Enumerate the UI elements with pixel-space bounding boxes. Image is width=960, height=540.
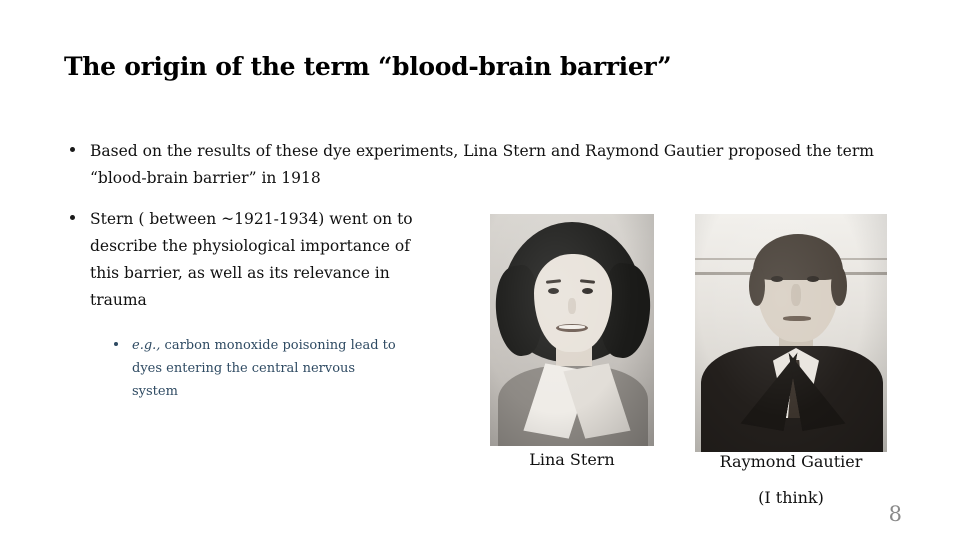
sub-bullet-dot-icon [114, 342, 118, 346]
bullet-item-1 [64, 138, 874, 192]
photo-vignette [490, 214, 654, 446]
lina-stern-caption: Lina Stern [529, 450, 615, 469]
raymond-gautier-caption-note: (I think) [758, 488, 824, 507]
raymond-gautier-caption: Raymond Gautier [719, 452, 863, 471]
bullet-item-2-text: Stern ( between ~1921-1934) went on to describe the physiological importance of this barrier, as well as its relevance in trauma [90, 210, 413, 309]
bullet-item-1-text: Based on the results of these dye experiments, Lina Stern and Raymond Gautier proposed the term “blood-brain barrier” in 1918 [90, 142, 874, 187]
sub-bullet-emphasis: e.g., [132, 338, 161, 353]
sub-bullet-text: carbon monoxide poisoning lead to dyes entering the central nervous system [132, 338, 396, 399]
page-title: The origin of the term “blood-brain barrier” [64, 52, 672, 81]
photo-vignette [695, 214, 887, 452]
page-number: 8 [888, 502, 902, 526]
lina-stern-portrait [490, 214, 654, 446]
raymond-gautier-portrait [695, 214, 887, 452]
sub-bullet-item [110, 334, 402, 403]
bullet-item-2 [64, 206, 420, 314]
bullet-dot-icon [70, 147, 75, 152]
bullet-dot-icon [70, 215, 75, 220]
